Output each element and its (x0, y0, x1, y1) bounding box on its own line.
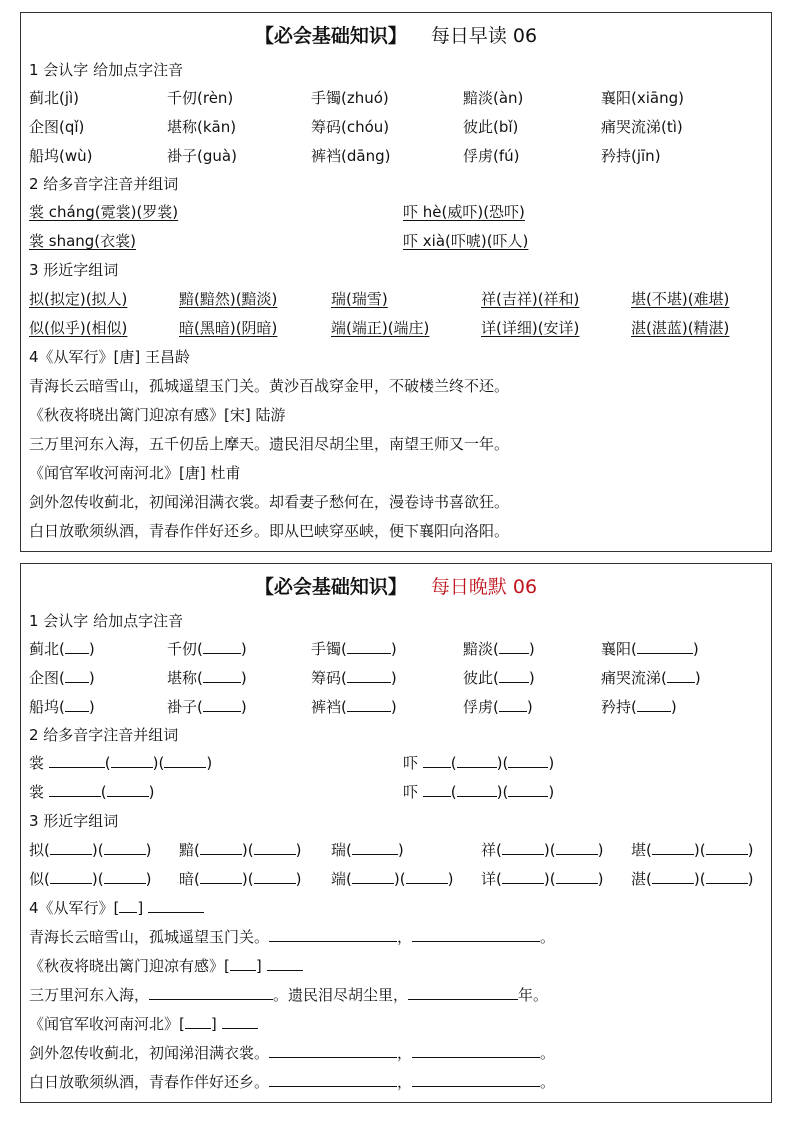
morning-polyphone-row-1 (29, 201, 769, 223)
pinyin-blank-item: 筹码( ) (311, 669, 397, 687)
pinyin-item: 蓟北(jì) (29, 89, 80, 107)
pinyin-item: 手镯(zhuó) (311, 89, 389, 107)
near-char-item: 端(端正)(端庄) (331, 319, 430, 337)
near-char-item: 黯(黯然)(黯淡) (179, 290, 278, 308)
evening-poem-2-line: 三万里河东入海， 。遗民泪尽胡尘里， 年。 (29, 986, 549, 1004)
polyphone-blank-item: 裳 ( )( ) (29, 754, 213, 772)
near-char-item: 堪(不堪)(难堪) (631, 290, 730, 308)
evening-polyphone-row-2 (29, 781, 769, 803)
pinyin-item: 裤裆(dāng) (311, 147, 391, 165)
near-char-item: 暗(黑暗)(阴暗) (179, 319, 278, 337)
pinyin-blank-item: 矜持( ) (601, 698, 677, 716)
pinyin-item: 船坞(wù) (29, 147, 93, 165)
evening-polyphone-row-1 (29, 752, 769, 774)
evening-section-1-heading: 1 会认字 给加点字注音 (29, 612, 184, 630)
polyphone-blank-item: 吓 ( )( ) (403, 754, 555, 772)
morning-poem-1-line: 青海长云暗雪山，孤城遥望玉门关。黄沙百战穿金甲，不破楼兰终不还。 (29, 377, 510, 395)
near-char-blank-item: 拟( )( ) (29, 841, 152, 859)
pinyin-item: 俘虏(fú) (463, 147, 520, 165)
near-char-item: 详(详细)(安详) (481, 319, 580, 337)
evening-poem-1-line: 青海长云暗雪山，孤城遥望玉门关。 ， 。 (29, 928, 556, 946)
evening-near-char-row-2 (29, 868, 769, 890)
evening-title-main: 【必会基础知识】 (254, 576, 407, 598)
evening-pinyin-row-2 (29, 667, 769, 689)
near-char-item: 湛(湛蓝)(精湛) (631, 319, 730, 337)
near-char-item: 瑞(瑞雪) (331, 290, 388, 308)
morning-poem-3-title: 《闻官军收河南河北》[唐] 杜甫 (29, 464, 241, 482)
near-char-blank-item: 黯( )( ) (179, 841, 302, 859)
evening-pinyin-row-1 (29, 638, 769, 660)
evening-pinyin-row-3 (29, 696, 769, 718)
polyphone-item: 裳 shang(衣裳) (29, 232, 137, 250)
polyphone-blank-item: 吓 ( )( ) (403, 783, 555, 801)
pinyin-item: 矜持(jīn) (601, 147, 661, 165)
morning-poem-3-line-2: 白日放歌须纵酒，青春作伴好还乡。即从巴峡穿巫峡，便下襄阳向洛阳。 (29, 522, 510, 540)
morning-section-1-heading: 1 会认字 给加点字注音 (29, 61, 184, 79)
polyphone-item: 吓 xià(吓唬)(吓人) (403, 232, 529, 250)
evening-near-char-row-1 (29, 839, 769, 861)
near-char-item: 拟(拟定)(拟人) (29, 290, 128, 308)
pinyin-blank-item: 襄阳( ) (601, 640, 699, 658)
pinyin-blank-item: 褂子( ) (167, 698, 247, 716)
polyphone-item: 吓 hè(威吓)(恐吓) (403, 203, 525, 221)
morning-reading-card (20, 12, 772, 552)
evening-title-sub: 每日晚默 06 (430, 576, 538, 598)
pinyin-blank-item: 俘虏( ) (463, 698, 533, 716)
evening-poem-3-line-1: 剑外忽传收蓟北，初闻涕泪满衣裳。 ， 。 (29, 1044, 556, 1062)
near-char-blank-item: 瑞( ) (331, 841, 404, 859)
pinyin-item: 千仞(rèn) (167, 89, 234, 107)
morning-poem-2-title: 《秋夜将晓出篱门迎凉有感》[宋] 陆游 (29, 406, 286, 424)
near-char-blank-item: 湛( )( ) (631, 870, 754, 888)
morning-poem-3-line-1: 剑外忽传收蓟北，初闻涕泪满衣裳。却看妻子愁何在，漫卷诗书喜欲狂。 (29, 493, 510, 511)
pinyin-blank-item: 蓟北( ) (29, 640, 95, 658)
pinyin-item: 黯淡(àn) (463, 89, 524, 107)
evening-title (21, 572, 771, 602)
pinyin-blank-item: 船坞( ) (29, 698, 95, 716)
morning-section-2-heading: 2 给多音字注音并组词 (29, 175, 179, 193)
morning-title (21, 21, 771, 51)
near-char-blank-item: 端( )( ) (331, 870, 454, 888)
pinyin-item: 彼此(bǐ) (463, 118, 519, 136)
pinyin-item: 堪称(kān) (167, 118, 237, 136)
near-char-blank-item: 堪( )( ) (631, 841, 754, 859)
evening-poem-1-title: 4《从军行》[ ] (29, 897, 204, 919)
morning-title-sub: 每日早读 06 (430, 25, 538, 47)
morning-poem-1-title: 4《从军行》[唐] 王昌龄 (29, 348, 191, 366)
evening-section-3-heading: 3 形近字组词 (29, 812, 119, 830)
pinyin-item: 筹码(chóu) (311, 118, 390, 136)
pinyin-blank-item: 企图( ) (29, 669, 95, 687)
near-char-blank-item: 祥( )( ) (481, 841, 604, 859)
pinyin-blank-item: 痛哭流涕( ) (601, 669, 701, 687)
polyphone-blank-item: 裳 ( ) (29, 783, 155, 801)
evening-dictation-card (20, 563, 772, 1103)
evening-poem-2-title: 《秋夜将晓出篱门迎凉有感》[ ] (29, 955, 303, 977)
evening-section-2-heading: 2 给多音字注音并组词 (29, 726, 179, 744)
morning-polyphone-row-2 (29, 230, 769, 252)
pinyin-item: 痛哭流涕(tì) (601, 118, 683, 136)
morning-pinyin-row-2 (29, 116, 769, 138)
polyphone-item: 裳 cháng(霓裳)(罗裳) (29, 203, 179, 221)
pinyin-blank-item: 千仞( ) (167, 640, 247, 658)
morning-near-char-row-2 (29, 317, 769, 339)
pinyin-blank-item: 手镯( ) (311, 640, 397, 658)
near-char-item: 祥(吉祥)(祥和) (481, 290, 580, 308)
evening-poem-3-line-2: 白日放歌须纵酒，青春作伴好还乡。 ， 。 (29, 1073, 556, 1091)
morning-pinyin-row-1 (29, 87, 769, 109)
pinyin-blank-item: 堪称( ) (167, 669, 247, 687)
near-char-blank-item: 详( )( ) (481, 870, 604, 888)
pinyin-item: 企图(qǐ) (29, 118, 85, 136)
morning-pinyin-row-3 (29, 145, 769, 167)
morning-title-main: 【必会基础知识】 (254, 25, 407, 47)
pinyin-blank-item: 裤裆( ) (311, 698, 397, 716)
near-char-blank-item: 似( )( ) (29, 870, 152, 888)
pinyin-blank-item: 彼此( ) (463, 669, 535, 687)
pinyin-item: 褂子(guà) (167, 147, 237, 165)
pinyin-item: 襄阳(xiāng) (601, 89, 684, 107)
morning-poem-2-line: 三万里河东入海，五千仞岳上摩天。遗民泪尽胡尘里，南望王师又一年。 (29, 435, 510, 453)
near-char-item: 似(似乎)(相似) (29, 319, 128, 337)
morning-near-char-row-1 (29, 288, 769, 310)
pinyin-blank-item: 黯淡( ) (463, 640, 535, 658)
near-char-blank-item: 暗( )( ) (179, 870, 302, 888)
morning-section-3-heading: 3 形近字组词 (29, 261, 119, 279)
evening-poem-3-title: 《闻官军收河南河北》[ ] (29, 1013, 258, 1035)
